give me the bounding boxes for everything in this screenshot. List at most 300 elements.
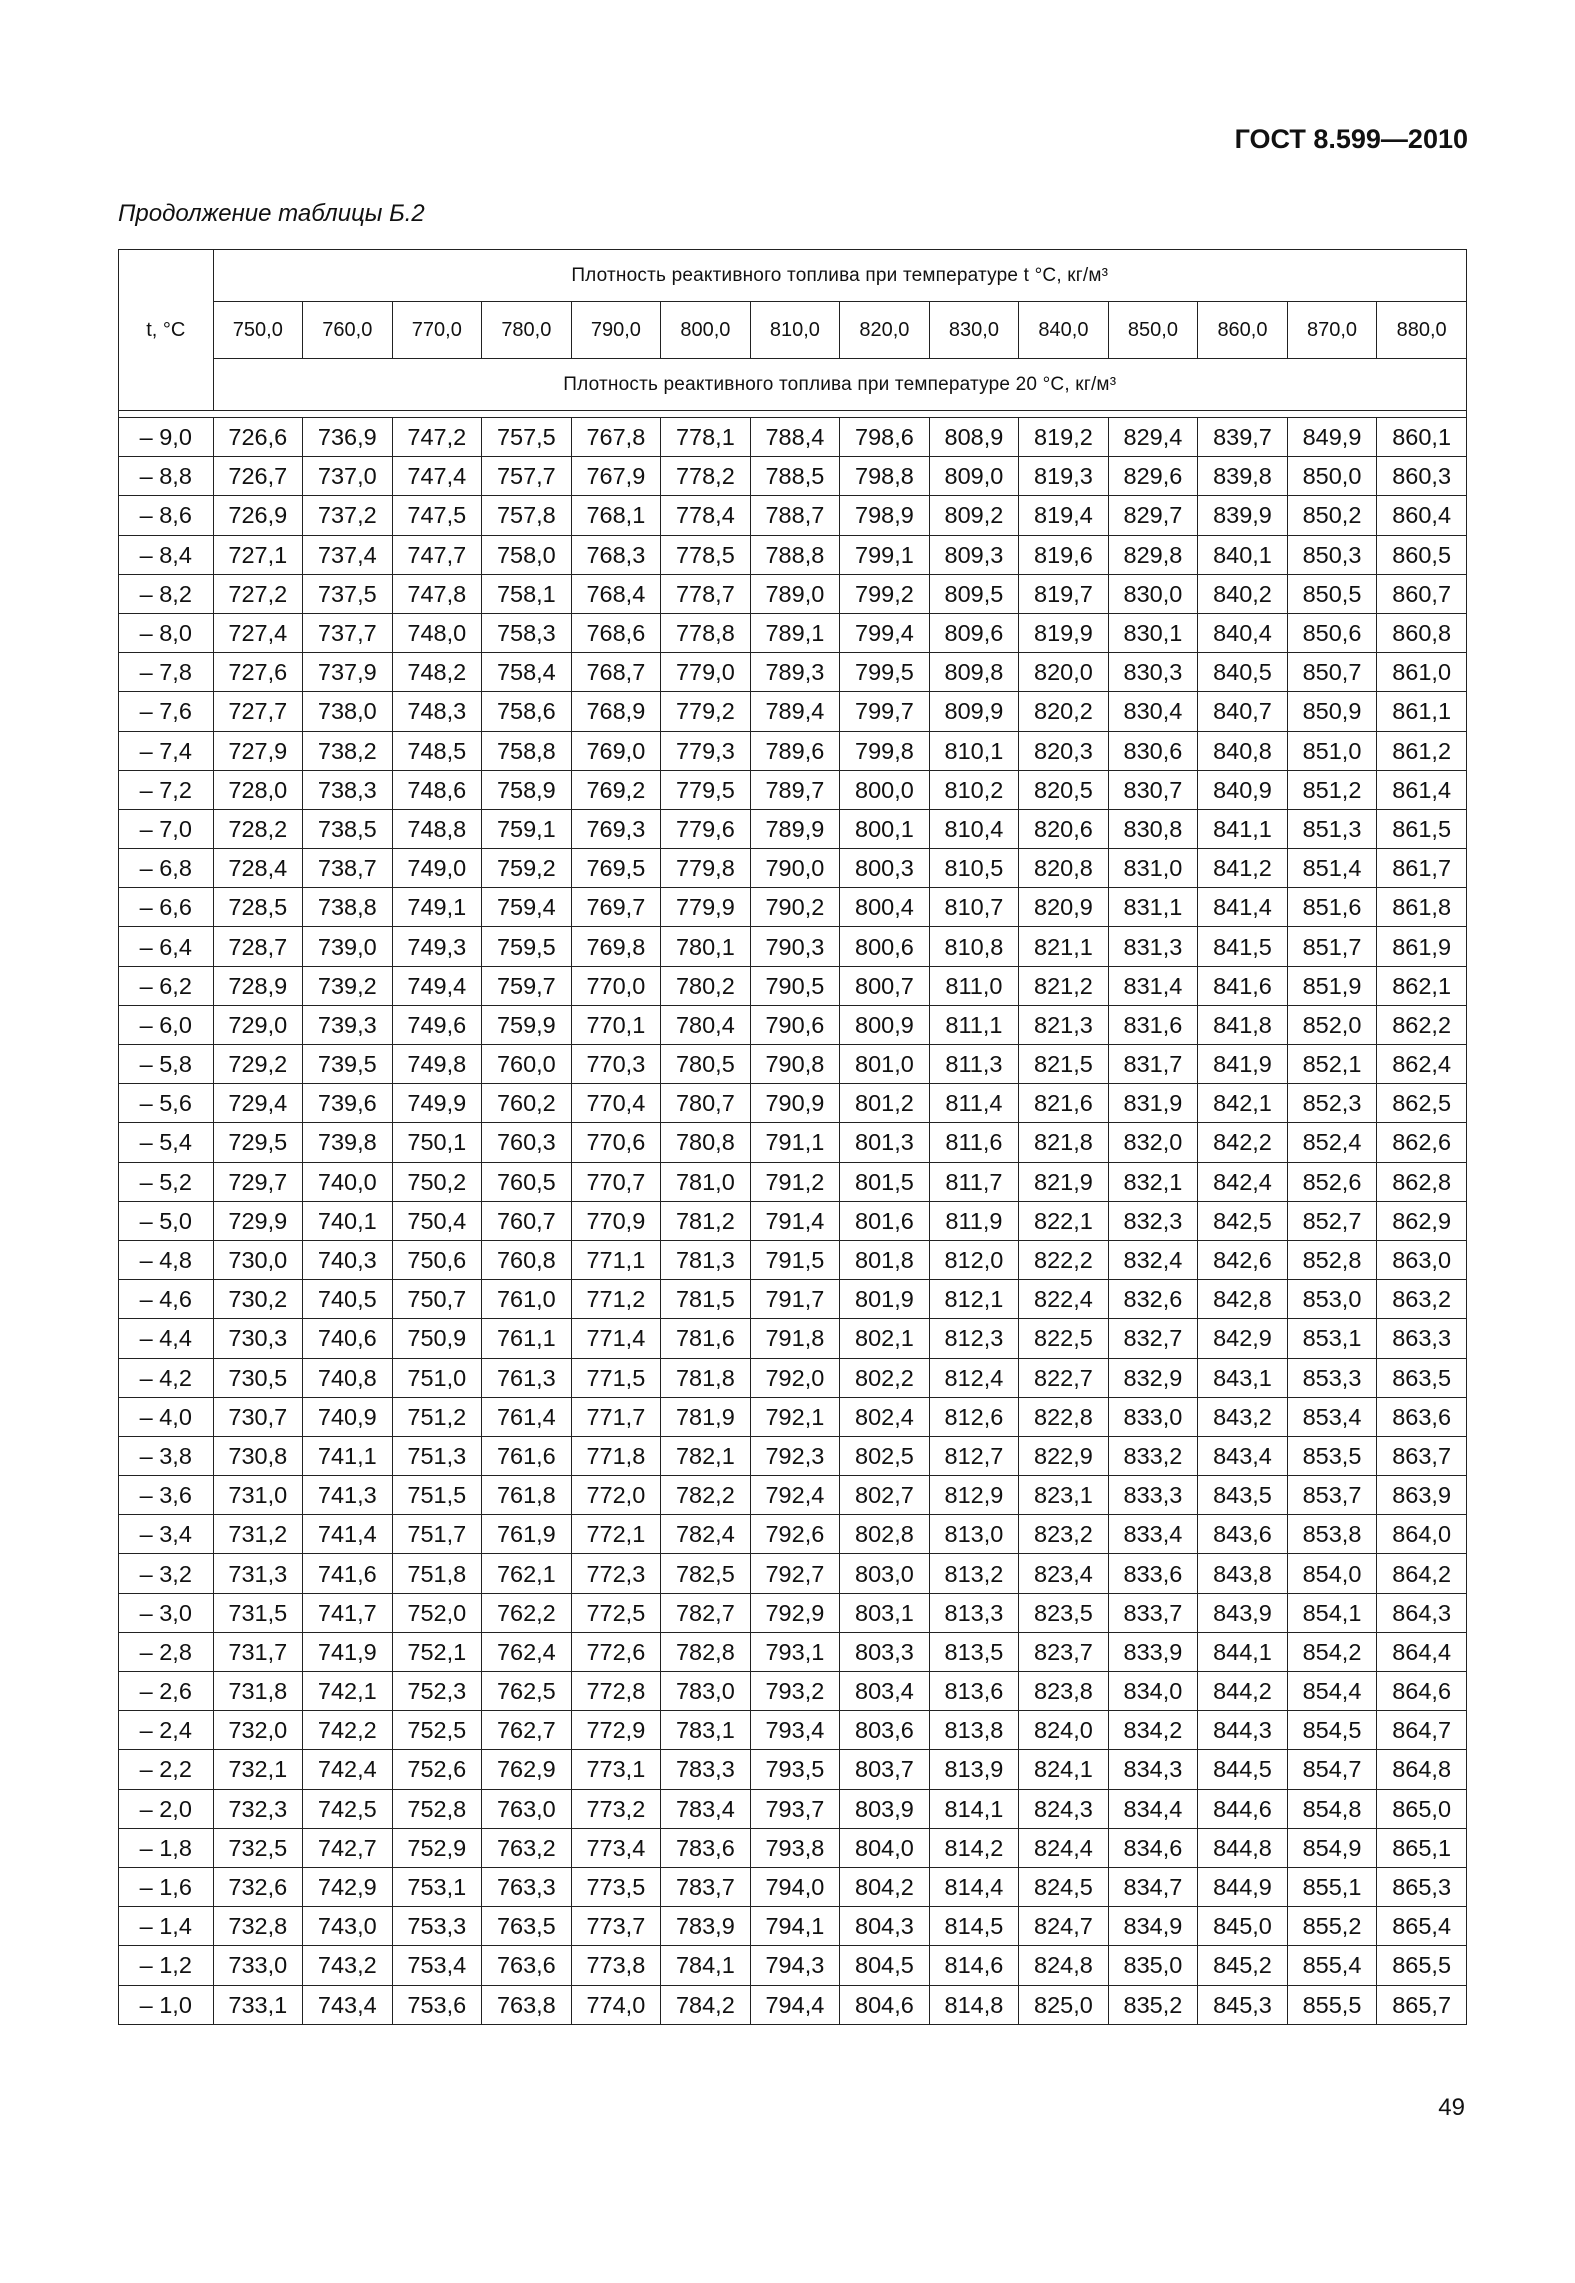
density-cell: 843,6 <box>1198 1515 1288 1554</box>
density-cell: 865,0 <box>1377 1789 1467 1828</box>
density-cell: 803,9 <box>840 1789 930 1828</box>
density-cell: 770,9 <box>571 1201 661 1240</box>
density-cell: 865,7 <box>1377 1985 1467 2024</box>
table-row <box>119 1280 1467 1319</box>
density-cell: 825,0 <box>1019 1985 1109 2024</box>
density-cell: 769,2 <box>571 770 661 809</box>
density-cell: 854,1 <box>1287 1593 1377 1632</box>
density-cell: 804,0 <box>840 1828 930 1867</box>
density-cell: 831,0 <box>1108 849 1198 888</box>
table-row <box>119 1319 1467 1358</box>
density-cell: 740,1 <box>303 1201 393 1240</box>
density-cell: 730,8 <box>213 1436 303 1475</box>
density-cell: 789,3 <box>750 653 840 692</box>
density-cell: 854,8 <box>1287 1789 1377 1828</box>
density-cell: 761,8 <box>482 1476 572 1515</box>
density-cell: 758,9 <box>482 770 572 809</box>
density-cell: 835,2 <box>1108 1985 1198 2024</box>
density-cell: 738,0 <box>303 692 393 731</box>
density-cell: 849,9 <box>1287 418 1377 457</box>
density-cell: 739,8 <box>303 1123 393 1162</box>
table-row <box>119 653 1467 692</box>
density-cell: 757,8 <box>482 496 572 535</box>
density-cell: 750,7 <box>392 1280 482 1319</box>
density-cell: 752,1 <box>392 1632 482 1671</box>
density-cell: 801,9 <box>840 1280 930 1319</box>
density-cell: 802,1 <box>840 1319 930 1358</box>
density-cell: 789,0 <box>750 574 840 613</box>
density-cell: 792,0 <box>750 1358 840 1397</box>
density-cell: 823,5 <box>1019 1593 1109 1632</box>
density-cell: 751,0 <box>392 1358 482 1397</box>
density-cell: 792,7 <box>750 1554 840 1593</box>
temperature-cell: – 4,4 <box>119 1319 214 1358</box>
density-cell: 799,5 <box>840 653 930 692</box>
density-cell: 749,0 <box>392 849 482 888</box>
density-cell: 853,5 <box>1287 1436 1377 1475</box>
density-cell: 814,6 <box>929 1946 1019 1985</box>
density-cell: 851,4 <box>1287 849 1377 888</box>
density-cell: 759,2 <box>482 849 572 888</box>
density-cell: 728,9 <box>213 966 303 1005</box>
density-cell: 790,3 <box>750 927 840 966</box>
density-cell: 800,4 <box>840 888 930 927</box>
density-cell: 743,2 <box>303 1946 393 1985</box>
density-cell: 727,2 <box>213 574 303 613</box>
density-cell: 831,7 <box>1108 1045 1198 1084</box>
density-cell: 834,9 <box>1108 1907 1198 1946</box>
density-cell: 814,8 <box>929 1985 1019 2024</box>
density-cell: 808,9 <box>929 418 1019 457</box>
density-column-header: 880,0 <box>1377 302 1467 359</box>
density-cell: 778,4 <box>661 496 751 535</box>
density-cell: 728,4 <box>213 849 303 888</box>
density-cell: 748,5 <box>392 731 482 770</box>
density-cell: 831,6 <box>1108 1005 1198 1044</box>
density-cell: 863,5 <box>1377 1358 1467 1397</box>
density-cell: 841,4 <box>1198 888 1288 927</box>
density-cell: 758,1 <box>482 574 572 613</box>
density-cell: 850,6 <box>1287 613 1377 652</box>
density-cell: 738,5 <box>303 809 393 848</box>
density-cell: 737,5 <box>303 574 393 613</box>
density-cell: 813,5 <box>929 1632 1019 1671</box>
density-cell: 751,2 <box>392 1397 482 1436</box>
density-cell: 842,5 <box>1198 1201 1288 1240</box>
density-cell: 804,5 <box>840 1946 930 1985</box>
density-cell: 779,3 <box>661 731 751 770</box>
density-cell: 790,8 <box>750 1045 840 1084</box>
density-cell: 790,2 <box>750 888 840 927</box>
top-header: Плотность реактивного топлива при температуре t °C, кг/м³ <box>213 250 1466 302</box>
density-cell: 743,0 <box>303 1907 393 1946</box>
density-cell: 790,5 <box>750 966 840 1005</box>
density-cell: 811,1 <box>929 1005 1019 1044</box>
density-cell: 789,4 <box>750 692 840 731</box>
density-cell: 731,0 <box>213 1476 303 1515</box>
density-cell: 790,0 <box>750 849 840 888</box>
density-cell: 854,9 <box>1287 1828 1377 1867</box>
density-cell: 759,4 <box>482 888 572 927</box>
table-row <box>119 1084 1467 1123</box>
density-cell: 809,6 <box>929 613 1019 652</box>
temperature-cell: – 6,4 <box>119 927 214 966</box>
density-cell: 732,1 <box>213 1750 303 1789</box>
density-cell: 726,7 <box>213 457 303 496</box>
density-cell: 783,7 <box>661 1867 751 1906</box>
table-row <box>119 809 1467 848</box>
density-cell: 731,3 <box>213 1554 303 1593</box>
table-row <box>119 574 1467 613</box>
density-cell: 839,9 <box>1198 496 1288 535</box>
density-cell: 782,8 <box>661 1632 751 1671</box>
density-cell: 852,8 <box>1287 1240 1377 1279</box>
density-cell: 738,8 <box>303 888 393 927</box>
density-cell: 802,4 <box>840 1397 930 1436</box>
density-cell: 751,8 <box>392 1554 482 1593</box>
density-cell: 862,4 <box>1377 1045 1467 1084</box>
density-cell: 763,0 <box>482 1789 572 1828</box>
density-cell: 852,4 <box>1287 1123 1377 1162</box>
density-cell: 841,1 <box>1198 809 1288 848</box>
density-cell: 727,6 <box>213 653 303 692</box>
density-cell: 781,2 <box>661 1201 751 1240</box>
density-cell: 819,7 <box>1019 574 1109 613</box>
density-cell: 732,0 <box>213 1711 303 1750</box>
density-cell: 738,2 <box>303 731 393 770</box>
density-cell: 778,2 <box>661 457 751 496</box>
density-cell: 831,9 <box>1108 1084 1198 1123</box>
density-cell: 833,4 <box>1108 1515 1198 1554</box>
density-cell: 757,5 <box>482 418 572 457</box>
density-cell: 861,9 <box>1377 927 1467 966</box>
density-cell: 840,7 <box>1198 692 1288 731</box>
density-cell: 844,3 <box>1198 1711 1288 1750</box>
density-cell: 853,4 <box>1287 1397 1377 1436</box>
density-cell: 823,7 <box>1019 1632 1109 1671</box>
density-cell: 739,2 <box>303 966 393 1005</box>
temperature-cell: – 8,8 <box>119 457 214 496</box>
density-cell: 802,8 <box>840 1515 930 1554</box>
density-cell: 742,5 <box>303 1789 393 1828</box>
density-cell: 811,0 <box>929 966 1019 1005</box>
density-cell: 860,3 <box>1377 457 1467 496</box>
density-cell: 803,7 <box>840 1750 930 1789</box>
density-cell: 855,1 <box>1287 1867 1377 1906</box>
density-cell: 741,6 <box>303 1554 393 1593</box>
density-cell: 779,6 <box>661 809 751 848</box>
density-cell: 833,2 <box>1108 1436 1198 1475</box>
density-cell: 813,0 <box>929 1515 1019 1554</box>
temperature-cell: – 2,4 <box>119 1711 214 1750</box>
density-cell: 834,0 <box>1108 1672 1198 1711</box>
table-row <box>119 418 1467 457</box>
density-cell: 781,6 <box>661 1319 751 1358</box>
density-cell: 779,0 <box>661 653 751 692</box>
density-cell: 788,4 <box>750 418 840 457</box>
temperature-cell: – 6,0 <box>119 1005 214 1044</box>
density-cell: 747,8 <box>392 574 482 613</box>
density-cell: 862,8 <box>1377 1162 1467 1201</box>
density-cell: 739,5 <box>303 1045 393 1084</box>
density-cell: 824,8 <box>1019 1946 1109 1985</box>
density-cell: 840,1 <box>1198 535 1288 574</box>
temperature-cell: – 8,0 <box>119 613 214 652</box>
density-cell: 812,7 <box>929 1436 1019 1475</box>
density-cell: 833,3 <box>1108 1476 1198 1515</box>
density-cell: 748,0 <box>392 613 482 652</box>
density-cell: 801,0 <box>840 1045 930 1084</box>
density-column-header: 840,0 <box>1019 302 1109 359</box>
density-cell: 862,5 <box>1377 1084 1467 1123</box>
density-cell: 845,2 <box>1198 1946 1288 1985</box>
density-cell: 799,4 <box>840 613 930 652</box>
density-cell: 831,3 <box>1108 927 1198 966</box>
density-cell: 864,7 <box>1377 1711 1467 1750</box>
density-cell: 851,0 <box>1287 731 1377 770</box>
density-cell: 791,7 <box>750 1280 840 1319</box>
density-cell: 853,1 <box>1287 1319 1377 1358</box>
density-cell: 830,3 <box>1108 653 1198 692</box>
density-cell: 789,1 <box>750 613 840 652</box>
density-cell: 864,0 <box>1377 1515 1467 1554</box>
density-cell: 800,7 <box>840 966 930 1005</box>
density-cell: 740,5 <box>303 1280 393 1319</box>
density-cell: 739,6 <box>303 1084 393 1123</box>
density-cell: 730,5 <box>213 1358 303 1397</box>
density-cell: 860,7 <box>1377 574 1467 613</box>
density-cell: 771,1 <box>571 1240 661 1279</box>
density-cell: 863,0 <box>1377 1240 1467 1279</box>
density-cell: 730,3 <box>213 1319 303 1358</box>
density-cell: 843,2 <box>1198 1397 1288 1436</box>
density-cell: 863,2 <box>1377 1280 1467 1319</box>
table-row <box>119 613 1467 652</box>
table-row <box>119 1750 1467 1789</box>
density-cell: 840,2 <box>1198 574 1288 613</box>
header-separator <box>119 411 1467 418</box>
density-cell: 844,8 <box>1198 1828 1288 1867</box>
density-cell: 753,1 <box>392 1867 482 1906</box>
density-cell: 784,2 <box>661 1985 751 2024</box>
temperature-cell: – 8,2 <box>119 574 214 613</box>
density-cell: 850,5 <box>1287 574 1377 613</box>
density-cell: 782,5 <box>661 1554 751 1593</box>
density-cell: 834,7 <box>1108 1867 1198 1906</box>
density-cell: 749,1 <box>392 888 482 927</box>
density-cell: 810,7 <box>929 888 1019 927</box>
density-cell: 752,9 <box>392 1828 482 1867</box>
density-cell: 792,6 <box>750 1515 840 1554</box>
density-cell: 763,8 <box>482 1985 572 2024</box>
density-cell: 865,5 <box>1377 1946 1467 1985</box>
density-cell: 861,4 <box>1377 770 1467 809</box>
density-cell: 790,6 <box>750 1005 840 1044</box>
density-cell: 742,2 <box>303 1711 393 1750</box>
temperature-cell: – 6,8 <box>119 849 214 888</box>
density-cell: 820,0 <box>1019 653 1109 692</box>
density-cell: 780,4 <box>661 1005 751 1044</box>
density-cell: 789,7 <box>750 770 840 809</box>
density-cell: 802,5 <box>840 1436 930 1475</box>
density-cell: 749,8 <box>392 1045 482 1084</box>
density-cell: 794,1 <box>750 1907 840 1946</box>
density-cell: 737,2 <box>303 496 393 535</box>
density-cell: 850,7 <box>1287 653 1377 692</box>
density-cell: 814,2 <box>929 1828 1019 1867</box>
table-row <box>119 770 1467 809</box>
density-cell: 820,6 <box>1019 809 1109 848</box>
density-cell: 841,6 <box>1198 966 1288 1005</box>
temperature-cell: – 1,6 <box>119 1867 214 1906</box>
density-cell: 822,2 <box>1019 1240 1109 1279</box>
density-column-header: 800,0 <box>661 302 751 359</box>
density-cell: 843,9 <box>1198 1593 1288 1632</box>
density-cell: 862,2 <box>1377 1005 1467 1044</box>
density-cell: 753,4 <box>392 1946 482 1985</box>
density-cell: 821,5 <box>1019 1045 1109 1084</box>
temperature-cell: – 7,6 <box>119 692 214 731</box>
density-cell: 750,9 <box>392 1319 482 1358</box>
temperature-cell: – 4,2 <box>119 1358 214 1397</box>
temperature-cell: – 1,4 <box>119 1907 214 1946</box>
density-cell: 761,6 <box>482 1436 572 1475</box>
density-cell: 819,6 <box>1019 535 1109 574</box>
density-cell: 841,8 <box>1198 1005 1288 1044</box>
density-cell: 819,3 <box>1019 457 1109 496</box>
density-cell: 864,2 <box>1377 1554 1467 1593</box>
density-cell: 861,8 <box>1377 888 1467 927</box>
density-cell: 860,1 <box>1377 418 1467 457</box>
density-cell: 769,7 <box>571 888 661 927</box>
density-cell: 773,2 <box>571 1789 661 1828</box>
density-cell: 820,3 <box>1019 731 1109 770</box>
table-row <box>119 1828 1467 1867</box>
density-cell: 854,2 <box>1287 1632 1377 1671</box>
density-cell: 771,8 <box>571 1436 661 1475</box>
density-cell: 844,2 <box>1198 1672 1288 1711</box>
density-cell: 733,0 <box>213 1946 303 1985</box>
density-cell: 822,8 <box>1019 1397 1109 1436</box>
density-cell: 738,3 <box>303 770 393 809</box>
density-cell: 750,2 <box>392 1162 482 1201</box>
density-cell: 820,5 <box>1019 770 1109 809</box>
density-cell: 753,6 <box>392 1985 482 2024</box>
density-cell: 751,5 <box>392 1476 482 1515</box>
density-cell: 773,4 <box>571 1828 661 1867</box>
density-cell: 778,8 <box>661 613 751 652</box>
density-cell: 760,5 <box>482 1162 572 1201</box>
density-cell: 772,3 <box>571 1554 661 1593</box>
density-cell: 760,3 <box>482 1123 572 1162</box>
density-cell: 739,3 <box>303 1005 393 1044</box>
density-cell: 864,3 <box>1377 1593 1467 1632</box>
density-cell: 740,8 <box>303 1358 393 1397</box>
density-cell: 801,2 <box>840 1084 930 1123</box>
temperature-cell: – 1,2 <box>119 1946 214 1985</box>
density-cell: 809,5 <box>929 574 1019 613</box>
density-cell: 843,1 <box>1198 1358 1288 1397</box>
density-cell: 741,3 <box>303 1476 393 1515</box>
temperature-cell: – 5,8 <box>119 1045 214 1084</box>
density-cell: 824,1 <box>1019 1750 1109 1789</box>
density-cell: 844,6 <box>1198 1789 1288 1828</box>
density-cell: 737,4 <box>303 535 393 574</box>
density-cell: 783,1 <box>661 1711 751 1750</box>
density-cell: 726,9 <box>213 496 303 535</box>
density-cell: 770,3 <box>571 1045 661 1084</box>
density-cell: 758,3 <box>482 613 572 652</box>
temperature-cell: – 2,2 <box>119 1750 214 1789</box>
density-cell: 851,2 <box>1287 770 1377 809</box>
bottom-header: Плотность реактивного топлива при температуре 20 °C, кг/м³ <box>213 359 1466 411</box>
density-cell: 810,2 <box>929 770 1019 809</box>
density-cell: 769,5 <box>571 849 661 888</box>
density-cell: 792,1 <box>750 1397 840 1436</box>
density-cell: 801,3 <box>840 1123 930 1162</box>
density-cell: 831,4 <box>1108 966 1198 1005</box>
table-row <box>119 1907 1467 1946</box>
density-cell: 852,6 <box>1287 1162 1377 1201</box>
density-cell: 833,6 <box>1108 1554 1198 1593</box>
density-cell: 863,6 <box>1377 1397 1467 1436</box>
density-cell: 740,9 <box>303 1397 393 1436</box>
density-cell: 729,9 <box>213 1201 303 1240</box>
density-cell: 804,2 <box>840 1867 930 1906</box>
density-cell: 860,5 <box>1377 535 1467 574</box>
density-cell: 821,3 <box>1019 1005 1109 1044</box>
density-cell: 842,4 <box>1198 1162 1288 1201</box>
table-row <box>119 1632 1467 1671</box>
density-cell: 761,4 <box>482 1397 572 1436</box>
table-body <box>119 418 1467 2025</box>
density-cell: 801,5 <box>840 1162 930 1201</box>
density-cell: 747,7 <box>392 535 482 574</box>
density-cell: 804,3 <box>840 1907 930 1946</box>
density-cell: 730,2 <box>213 1280 303 1319</box>
density-cell: 743,4 <box>303 1985 393 2024</box>
density-cell: 729,7 <box>213 1162 303 1201</box>
table-row <box>119 1789 1467 1828</box>
density-cell: 747,2 <box>392 418 482 457</box>
density-cell: 792,9 <box>750 1593 840 1632</box>
density-cell: 729,2 <box>213 1045 303 1084</box>
density-cell: 853,0 <box>1287 1280 1377 1319</box>
density-cell: 811,7 <box>929 1162 1019 1201</box>
density-cell: 800,9 <box>840 1005 930 1044</box>
density-cell: 823,2 <box>1019 1515 1109 1554</box>
density-cell: 788,7 <box>750 496 840 535</box>
density-cell: 762,1 <box>482 1554 572 1593</box>
density-cell: 834,6 <box>1108 1828 1198 1867</box>
density-cell: 773,7 <box>571 1907 661 1946</box>
density-cell: 771,5 <box>571 1358 661 1397</box>
density-cell: 809,3 <box>929 535 1019 574</box>
density-cell: 774,0 <box>571 1985 661 2024</box>
table-row <box>119 1045 1467 1084</box>
density-cell: 780,2 <box>661 966 751 1005</box>
density-cell: 762,4 <box>482 1632 572 1671</box>
density-cell: 844,9 <box>1198 1867 1288 1906</box>
density-cell: 742,7 <box>303 1828 393 1867</box>
density-cell: 822,5 <box>1019 1319 1109 1358</box>
density-cell: 737,0 <box>303 457 393 496</box>
density-cell: 741,1 <box>303 1436 393 1475</box>
density-cell: 832,1 <box>1108 1162 1198 1201</box>
density-cell: 761,0 <box>482 1280 572 1319</box>
density-cell: 842,2 <box>1198 1123 1288 1162</box>
temperature-cell: – 1,0 <box>119 1985 214 2024</box>
